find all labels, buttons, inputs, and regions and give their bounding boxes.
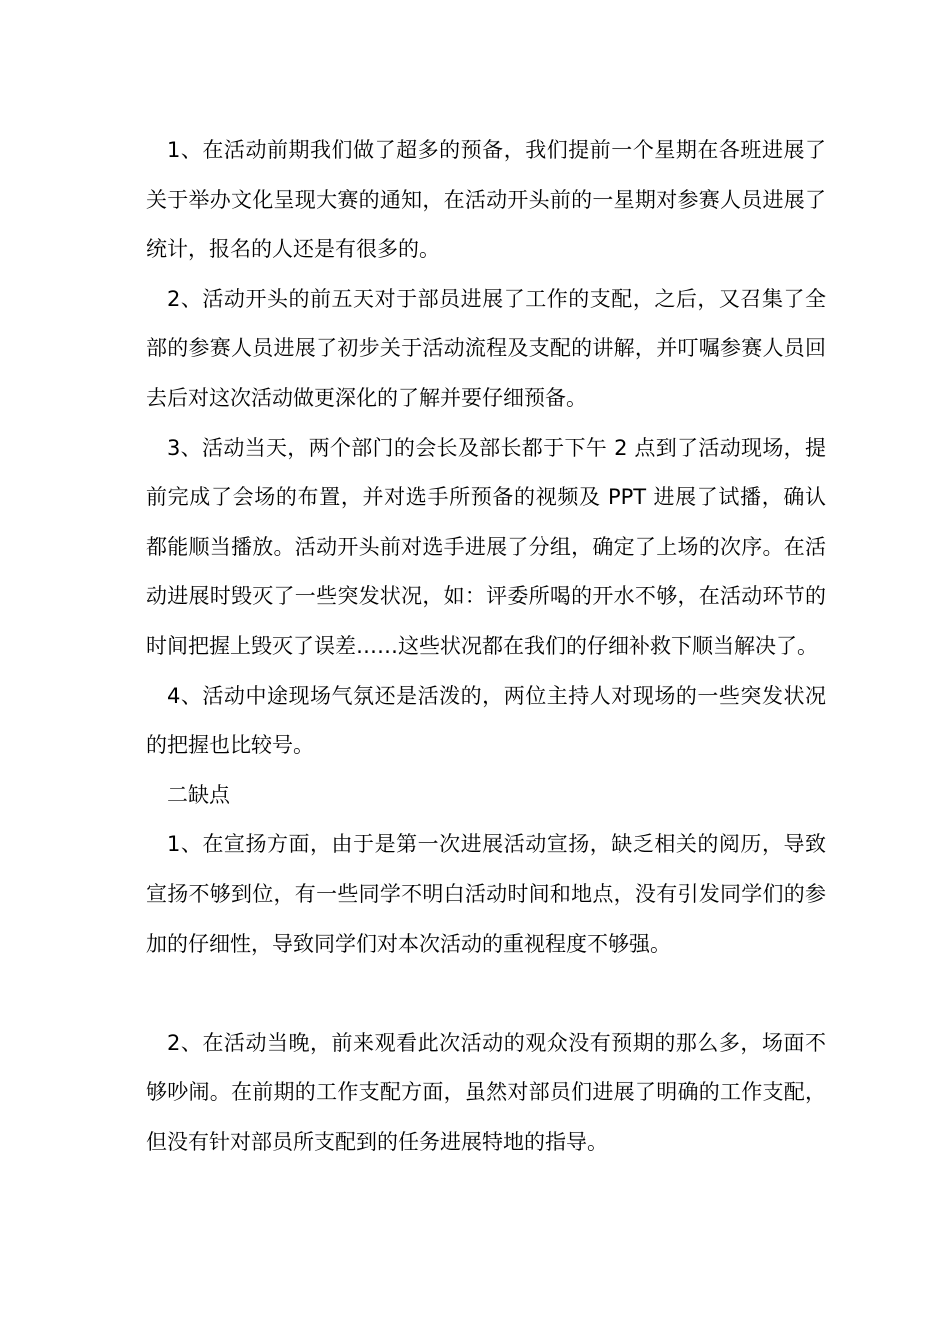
paragraph-1: 1、在活动前期我们做了超多的预备，我们提前一个星期在各班进展了关于举办文化呈现大赛的通知，在活动开头前的一星期对参赛人员进展了统计，报名的人还是有很多的。 bbox=[146, 138, 826, 262]
paragraph-3: 3、活动当天，两个部门的会长及部长都于下午 2 点到了活动现场，提前完成了会场的布置，并对选手所预备的视频及 PPT 进展了试播，确认都能顺当播放。活动开头前对选手进展了分组，确定了上场的次序。在活动进展时毁灭了一些突发状况，如：评委所喝的开水不够，在活动环节的时间把握上毁灭了误差……这些状况都在我们的仔细补救下顺当解决了。 bbox=[146, 435, 826, 658]
section-heading-shortcomings: 二缺点 bbox=[167, 782, 230, 807]
document-body bbox=[146, 126, 826, 1167]
paragraph-6: 2、在活动当晚，前来观看此次活动的观众没有预期的那么多，场面不够吵闹。在前期的工作支配方面，虽然对部员们进展了明确的工作支配，但没有针对部员所支配到的任务进展特地的指导。 bbox=[146, 1030, 826, 1154]
paragraph-4: 4、活动中途现场气氛还是活泼的，两位主持人对现场的一些突发状况的把握也比较号。 bbox=[146, 683, 826, 758]
paragraph-5: 1、在宣扬方面，由于是第一次进展活动宣扬，缺乏相关的阅历，导致宣扬不够到位，有一些同学不明白活动时间和地点，没有引发同学们的参加的仔细性，导致同学们对本次活动的重视程度不够强。 bbox=[146, 832, 826, 956]
paragraph-2: 2、活动开头的前五天对于部员进展了工作的支配，之后，又召集了全部的参赛人员进展了初步关于活动流程及支配的讲解，并叮嘱参赛人员回去后对这次活动做更深化的了解并要仔细预备。 bbox=[146, 286, 826, 410]
